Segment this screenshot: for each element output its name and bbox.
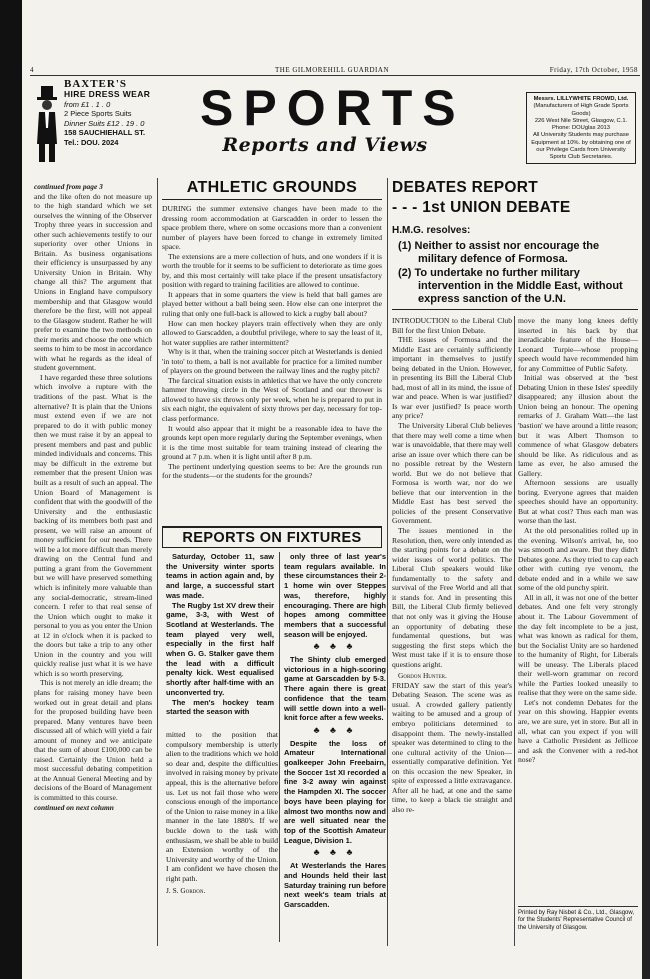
article-paragraph: move the many long knees deftly inserted in his back by that ineradicable feature of the House—Leonard Turpie—whose propping speech would have recommended him for any Committee of Public Safety. bbox=[518, 316, 638, 373]
scan-edge-right bbox=[642, 0, 650, 979]
motion-intro: H.M.G. resolves: bbox=[392, 225, 471, 236]
article-paragraph: All in all, it was not one of the better debates. And one felt very strongly about it. The Labour Government of the day felt incomplete to be a just, what was known as radical for them, but the Socialist Unity are so hardened to the humanity of Right, for Liberals will be uneasy. The Liberals placed their well-worn grammar on record while the Parties looked uneasily to realise that they were on the same side. bbox=[518, 592, 638, 698]
club-ornament-icon: ♣ ♣ ♣ bbox=[313, 847, 357, 858]
athletic-grounds-headline: ATHLETIC GROUNDS bbox=[162, 178, 382, 200]
ad-dinner-suits: Dinner Suits £12 . 19 . 0 bbox=[64, 118, 145, 128]
article-paragraph: Let's not condemn Debates for the year on this showing. Happier events are, we are sure, yet in store. But all in all, what can you expect if you will have a Catholic President as Jellicoe and ask the Convener with a red-hot nose? bbox=[518, 697, 638, 765]
article-paragraph: Afternoon sessions are usually boring. Everyone agrees that maiden speeches should have an opportunity. But at what cost? Thus each man was worse than the last. bbox=[518, 478, 638, 526]
fixture-paragraph: The Shinty club emerged victorious in a high-scoring game at Garscadden by 5-3. There again there is great confidence that the team will settle down into a well-knit force after a few weeks. bbox=[284, 655, 386, 723]
fixture-paragraph: At Westerlands the Hares and Hounds held their last Saturday training run before next week's team trials at Garscadden. bbox=[284, 861, 386, 909]
lillywhite-ad-desc: (Manufacturers of High Grade Sports Goods) bbox=[533, 103, 629, 117]
page-number: 4 bbox=[30, 66, 34, 74]
club-ornament-icon: ♣ ♣ ♣ bbox=[313, 641, 357, 652]
fixtures-column-a bbox=[166, 552, 274, 728]
article-paragraph: THE issues of Formosa and the Middle East are certainly sufficiently important in themselves to justify being debated in the Union. However, in presenting its Bill the Liberal Club had, most of all in its mind, the issue of war and peace. When is war justified? Is war ever justified? Is peace worth any price? bbox=[392, 335, 512, 421]
column-rule bbox=[157, 178, 158, 946]
lillywhite-advertisement bbox=[526, 92, 636, 164]
article-paragraph: The University Liberal Club believes that there may well come a time when war is unavoidable, that there may well arise an issue over which there can be no possible retreat by the Western world. But we do not believe that Formosa is worth war, nor do we believe that our intervention in the Middle East has best served the policies of the present Conservative Government. bbox=[392, 421, 512, 526]
baxters-ad-text bbox=[64, 78, 160, 148]
union-article-ending bbox=[166, 730, 278, 930]
debate-motion bbox=[392, 224, 638, 310]
motion-resolution-1: (1) Neither to assist nor encourage the military defence of Formosa. bbox=[398, 240, 600, 266]
continued-from-label: continued from page 3 bbox=[34, 182, 103, 191]
article-paragraph: At the old personalities rolled up in the evening. Wilson's arrival, he, too was smooth and aware. But they didn't Debates gone. As they tried to cap each other with cutting rye venom, the debate ended and in a while we saw some of the old punchy spirit. bbox=[518, 526, 638, 593]
reports-on-fixtures-headline: REPORTS ON FIXTURES bbox=[162, 526, 382, 548]
baxters-advertisement bbox=[34, 78, 160, 174]
ad-address: 158 SAUCHIEHALL ST. bbox=[64, 128, 146, 138]
article-paragraph: Initial was observed at the 'best Debating Union in these Isles' speedily disappeared; any illusion about the Union being an honour. The opening remarks of J. Graham Watt—the last 'bastion' we have around a little reason; but it was Albert Thomson to commence of what Glasgow debaters should be like. As ridiculous and as lame as ever, he also amused the Gallery. bbox=[518, 373, 638, 478]
column-rule bbox=[279, 552, 280, 942]
column-rule bbox=[514, 316, 515, 946]
fixture-paragraph: The Rugby 1st XV drew their game, 3-3, with West of Scotland at Westerlands. The team played very well, especially in the first half when G. G. Stalker gave them the lead with a difficult penalty kick. West equalised shortly after half-time with an unconverted try. bbox=[166, 600, 274, 697]
article-paragraph: I have regarded these three solutions which involve a rupture with the traditions of the past. What is the alternative? It is plain that the Unions must extend even if we are not prepared to do it with public money then we must raise it by an appeal to present members and past and public minded individuals and concerns. This may be difficult in the extreme but remember that the present Union was built as a result of such an appeal. The Union Board of Management is confident that with the goodwill of the University and the enthusiastic backing of its members both past and present, we will raise an amount of money sufficient for our needs. There will be a lot more difficult than merely drawing on the Central fund and putting a grant from the Government but we will have preserved something which is infinitely more valuable than any social-democratic, stream-lined concern. I refer to that real sense of the Union which ought to make it personal to you as you enter the Union at 12 in o'clock when it is packed to the doors but take a trip to any other Union in the country and you will quickly realise just what it is we have which is so worth preserving. bbox=[34, 372, 152, 678]
printer-imprint: Printed by Ray Nisbet & Co., Ltd., Glasgow, for the Students' Representative Council of the University of Glasgow. bbox=[518, 906, 638, 946]
article-signature: Gordon Hunter. bbox=[398, 671, 447, 681]
motion-resolution-2: (2) To undertake no further military intervention in the Middle East, without express sanction of the U.N. bbox=[398, 266, 623, 306]
article-paragraph: This is not merely an idle dream; the plans for raising money have been worked out in great detail and plans for the proposed building have been prepared. Many ventures have been discussed all of which will yield a fair amount of money and we anticipate that the sum of about £100,000 can be raised. Certainly the Union held a most successful debating competition at the Annual General Meeting and by decisions of the Board of Management is committed to this course. bbox=[34, 678, 152, 802]
newspaper-title: THE GILMOREHILL GUARDIAN bbox=[275, 66, 390, 74]
union-article-continuation bbox=[34, 182, 152, 902]
column-rule bbox=[387, 178, 388, 946]
debates-column-b bbox=[518, 316, 638, 848]
article-paragraph: The pertinent underlying question seems to be: Are the grounds run for the students—or the students for the grounds? bbox=[162, 461, 382, 481]
ad-sports-suits: 2 Piece Sports Suits bbox=[64, 109, 132, 119]
article-paragraph: mitted to the position that compulsory membership is utterly alien to the traditions which we hold so dear and, despite the difficulties involved in raising money by private appeal, this is the alternative before us. Let us not fail those who were conscious enough of the importance of the Union to raise money in a like manner in the late 1880's. If we buckle down to the task with enthusiasm, we shall be able to build an Extension worthy of the University and worthy of the Union. I am confident we have chosen the right path. bbox=[166, 730, 278, 883]
running-head bbox=[30, 66, 640, 76]
lillywhite-ad-phone: Phone: DOUglas 2013 bbox=[551, 125, 610, 132]
scan-edge-left bbox=[0, 0, 22, 979]
article-paragraph: The farcical situation exists in athletics that we have the only concrete hammer throwing circle in the West of Scotland and our thrower is allowed to have six throws only per week, when he is prepared to put in six each night, the equivalent of sixty throws per day, necessary for top-class performance. bbox=[162, 375, 382, 424]
article-paragraph: DURING the summer extensive changes have been made to the dressing room accommodation at Garscadden in order to lessen the space problem there, where on some occasions more than a convenient number of players have been forced to change in extremely limited space. bbox=[162, 204, 382, 252]
article-paragraph: Why is it that, when the training soccer pitch at Westerlands is denied 'in toto' to them, a ball is not available for practice for a limited number of players on the ground between the railway lines and the rugby pitch? bbox=[162, 347, 382, 376]
article-signature: J. S. Gordon. bbox=[166, 885, 206, 895]
debates-column-a bbox=[392, 316, 512, 876]
article-paragraph: How can men hockey players train effectively when they are only allowed to Garscadden, a doubtful privilege, where to say the least of it, hot water supplies are rather intermittent? bbox=[162, 318, 382, 347]
fixture-paragraph: Despite the loss of Amateur International goalkeeper John Freebairn, the Soccer 1st XI recorded a fine 3-2 away win against the Hampden XI. The soccer boys have been playing for almost two months now and are well situated near the top of the Scottish Amateur League, Division 1. bbox=[284, 738, 386, 845]
debates-headline-line1: DEBATES REPORT bbox=[392, 179, 539, 196]
debates-report-headline bbox=[392, 178, 638, 220]
lillywhite-ad-company: Messrs. LILLYWHITE FROWD, Ltd. bbox=[533, 96, 629, 102]
issue-date: Friday, 17th October, 1958 bbox=[549, 66, 638, 74]
ad-hire-dress-wear: HIRE DRESS WEAR bbox=[64, 89, 151, 99]
masthead-title: SPORTS bbox=[200, 80, 466, 136]
fixtures-column-b bbox=[284, 552, 386, 942]
fixture-paragraph: Saturday, October 11, saw the University winter sports teams in action again and, by and large, a successful start was made. bbox=[166, 552, 274, 600]
top-hat-figure-icon bbox=[34, 84, 60, 164]
article-paragraph: It would also appear that it might be a reasonable idea to have the grounds kept open more regularly during the September evenings, when it is the time most suitable for team training instead of clearing the ground at 7 p.m. when it is light until after 8 p.m. bbox=[162, 423, 382, 462]
masthead-subtitle: Reports and Views bbox=[222, 134, 428, 156]
athletic-grounds-article bbox=[162, 204, 382, 522]
lillywhite-ad-offer: All University Students may purchase Equipment at 10%. by obtaining one of our Privilege Cards from University Sports Club Secretaries. bbox=[531, 132, 631, 161]
article-paragraph: It appears that in some quarters the view is held that ball games are played better without a ball being seen. How else can one interpret the ruling that only one full-back is allowed to kick a rugby ball about? bbox=[162, 289, 382, 319]
lillywhite-ad-address: 226 West Nile Street, Glasgow, C.1. bbox=[534, 117, 628, 124]
continued-on-label: continued on next column bbox=[34, 802, 114, 812]
club-ornament-icon: ♣ ♣ ♣ bbox=[313, 724, 357, 735]
article-paragraph: FRIDAY saw the start of this year's Debating Season. The scene was as usual. A crowded gallery patiently waiting to be amused and a group of embryo politicians determined to disappoint them. The newly-installed speaker was determined to cling to the one cultural activity of the Union—essentially comparative definition. Yet on this occasion the new Speaker, in spite of expressed a little extravagance. After all he had, at one and the same time, to keep a black tie straight and also re- bbox=[392, 680, 512, 814]
ad-price: from £1 . 1 . 0 bbox=[64, 99, 111, 109]
fixture-paragraph: only three of last year's team regulars available. In these circumstances their 2-1 home win over Steppes was, therefore, highly encouraging. There are high hopes among committee members that a successful season will be enjoyed. bbox=[284, 552, 386, 639]
debates-headline-line2: - - - 1st UNION DEBATE bbox=[392, 199, 571, 216]
fixture-paragraph: The men's hockey team started the season with bbox=[166, 697, 274, 717]
article-paragraph: INTRODUCTION to the Liberal Club Bill for the first Union Debate. bbox=[392, 316, 512, 335]
article-paragraph: and the like often do not measure up to the high standard which we set ourselves the winning of the Observer Trophy three years in succession and other such achievements testify to our superiority over other Unions in Britain. As business organisations their efficiency is unsurpassed by any University Union in Britain. Why change all this? The argument that Unions in England have compulsory membership and that Glasgow would therefore be the first, will not appeal to the Glasgow student. Rather he will prefer to examine the two methods on their merits and choose the one which seems to him to be most in accordance with what he regards as the ideal of student government. bbox=[34, 191, 152, 373]
article-paragraph: The extensions are a mere collection of huts, and one wonders if it is worth the trouble for it seems to be sufficient to deteriorate as time goes by, and this most certainly will take place if the present unsatisfactory position with regard to training facilities are allowed to continue. bbox=[162, 251, 382, 290]
ad-telephone: Tel.: DOU. 2024 bbox=[64, 137, 119, 147]
article-paragraph: The issues mentioned in the Resolution, then, were only intended as the starting points for a debate on the wider issues of world politics. The Liberal Club speakers would like fundamentally to the safety and survival of the Free World and all that it stands for. And in presenting this Bill, the Liberal Club firmly believed that not only was it giving the House an opportunity of debating these fundamental questions, but was suggesting the first steps which the West must take if it is to ensure those questions aright. bbox=[392, 526, 512, 669]
ad-brand: BAXTER'S bbox=[64, 78, 128, 90]
